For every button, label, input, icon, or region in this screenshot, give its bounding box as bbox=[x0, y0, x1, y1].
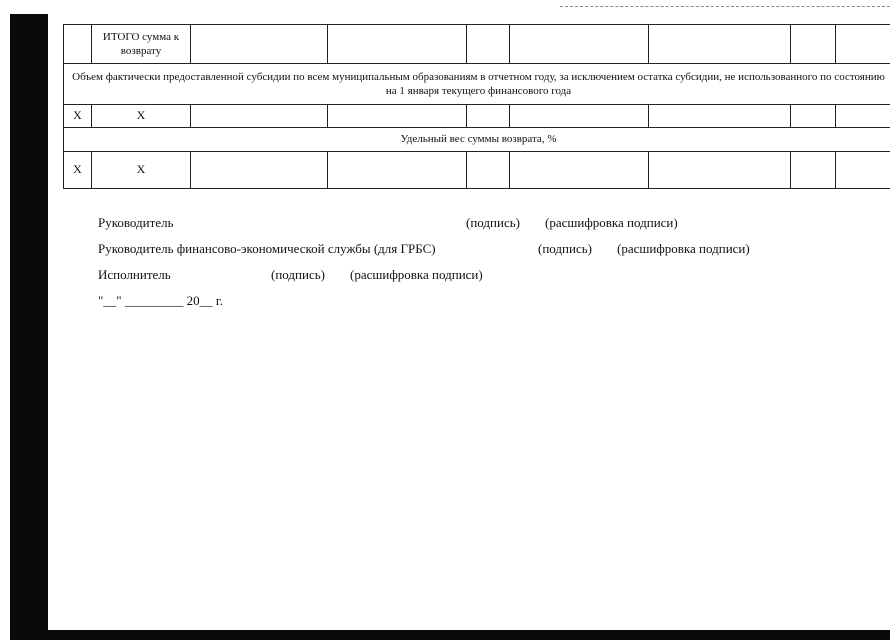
page-cut-line bbox=[560, 6, 890, 7]
table-cell bbox=[510, 152, 649, 189]
date-line: "__" _________ 20__ г. bbox=[98, 293, 223, 308]
x-marker-cell: Х bbox=[64, 152, 92, 189]
executor-label: Исполнитель bbox=[98, 267, 171, 282]
table-cell bbox=[649, 25, 791, 64]
table-cell bbox=[791, 105, 836, 128]
table-cell bbox=[191, 152, 328, 189]
table-cell bbox=[649, 105, 791, 128]
subsidy-band-text: Объем фактически предоставленной субсидии по всем муниципальным образованиям в отчетном году, за исключением остатка субсидии, не использованного по состоянию на 1 января текущего финансового года bbox=[64, 64, 890, 105]
share-band-text: Удельный вес суммы возврата, % bbox=[64, 128, 890, 152]
decoding-hint: (расшифровка подписи) bbox=[617, 241, 750, 256]
table-cell bbox=[328, 25, 467, 64]
scan-edge-left bbox=[0, 0, 48, 640]
decoding-hint: (расшифровка подписи) bbox=[350, 267, 483, 282]
table-cell bbox=[836, 25, 890, 64]
table-cell bbox=[836, 152, 890, 189]
table-cell bbox=[649, 152, 791, 189]
table-cell bbox=[510, 25, 649, 64]
total-label-cell: ИТОГО сумма к возврату bbox=[92, 25, 191, 64]
signature-hint: (подпись) bbox=[538, 241, 592, 256]
x-marker-cell: Х bbox=[64, 105, 92, 128]
table-cell bbox=[328, 152, 467, 189]
table-row-subsidy-values bbox=[64, 105, 890, 128]
table-cell bbox=[791, 152, 836, 189]
table-cell bbox=[191, 25, 328, 64]
return-summary-table bbox=[63, 24, 890, 189]
scan-shadow-bar bbox=[10, 14, 48, 640]
head-label: Руководитель bbox=[98, 215, 174, 230]
table-row-total bbox=[64, 25, 890, 64]
table-row-share-values bbox=[64, 152, 890, 189]
table-cell bbox=[510, 105, 649, 128]
table-cell bbox=[467, 25, 510, 64]
x-marker-cell: Х bbox=[92, 152, 191, 189]
signature-hint: (подпись) bbox=[271, 267, 325, 282]
table-cell bbox=[64, 25, 92, 64]
table-cell bbox=[467, 105, 510, 128]
finance-head-label: Руководитель финансово-экономической службы (для ГРБС) bbox=[98, 241, 436, 256]
x-marker-cell: Х bbox=[92, 105, 191, 128]
table-cell bbox=[191, 105, 328, 128]
decoding-hint: (расшифровка подписи) bbox=[545, 215, 678, 230]
table-row-share-band bbox=[64, 128, 890, 152]
scan-edge-bottom bbox=[10, 630, 890, 640]
table-row-subsidy-band bbox=[64, 64, 890, 105]
table-cell bbox=[467, 152, 510, 189]
table-cell bbox=[836, 105, 890, 128]
table-cell bbox=[328, 105, 467, 128]
table-cell bbox=[791, 25, 836, 64]
signature-hint: (подпись) bbox=[466, 215, 520, 230]
